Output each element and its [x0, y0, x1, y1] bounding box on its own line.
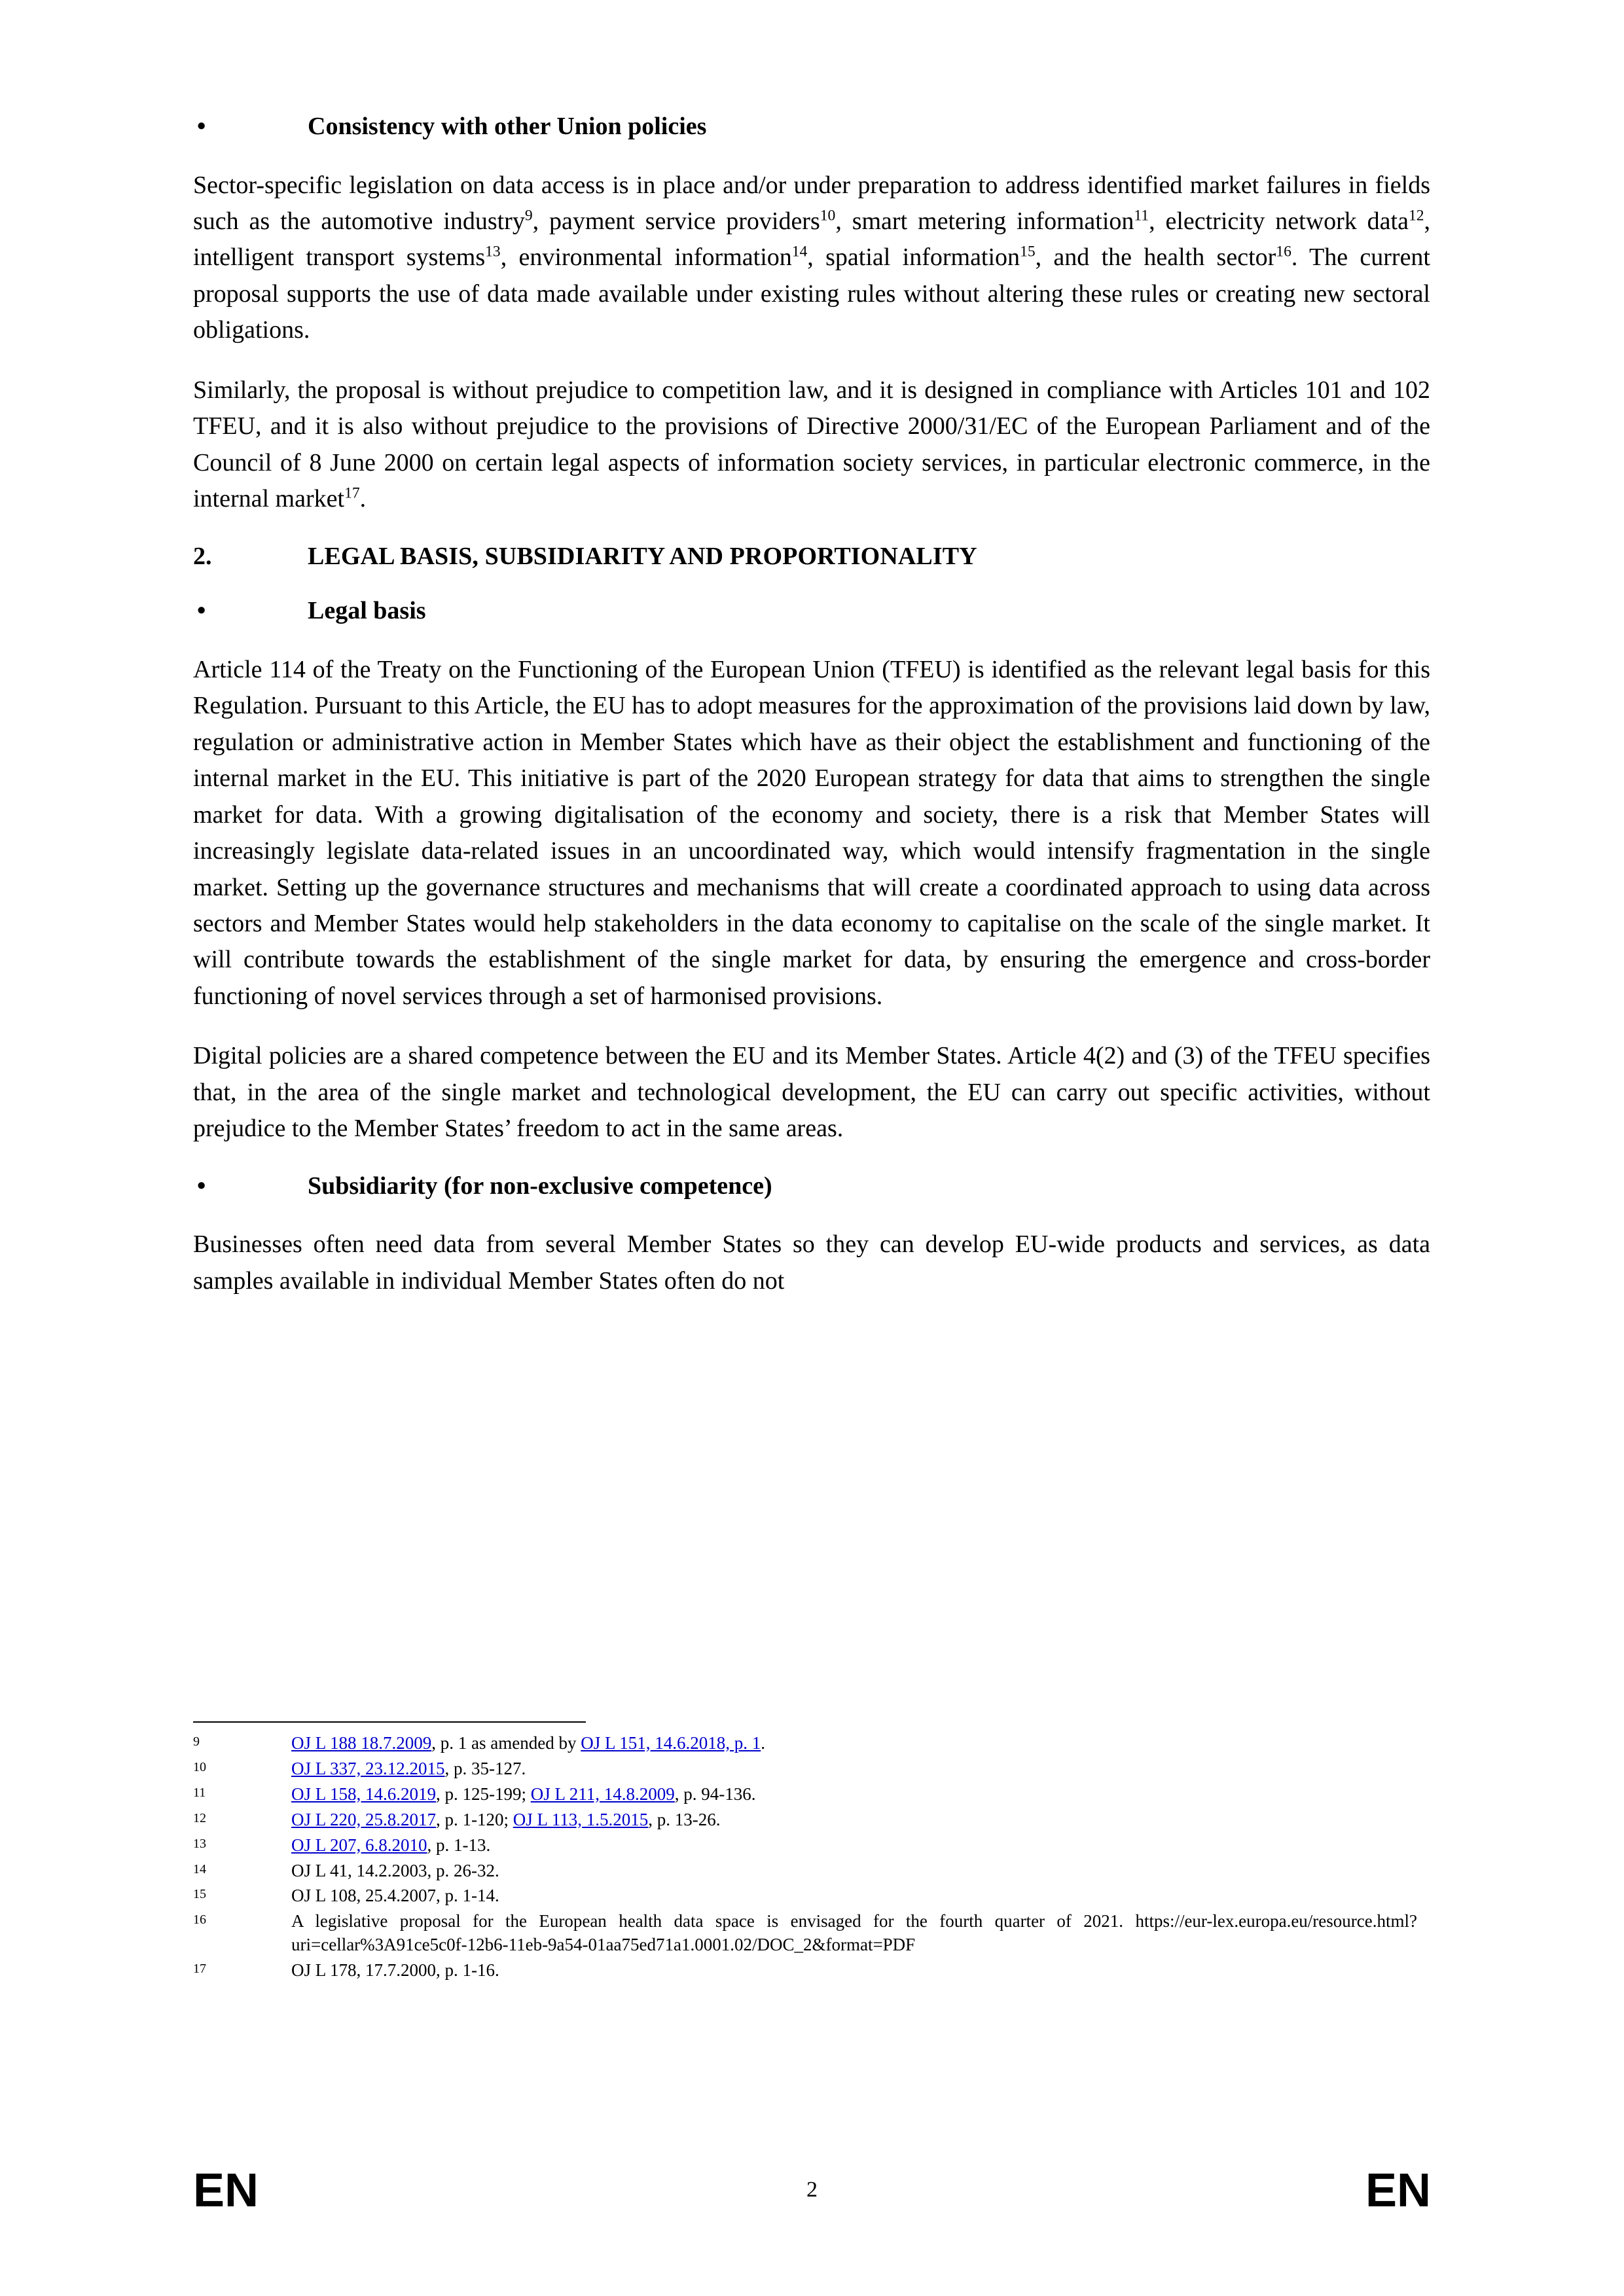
footnote-9-link-2[interactable]: OJ L 151, 14.6.2018, p. 1 — [581, 1733, 761, 1753]
footnote-12-mid: , p. 1-120; — [436, 1809, 513, 1829]
heading-legal-basis-label: Legal basis — [308, 597, 426, 625]
paragraph-sector-specific-part4: , electricity network data — [1149, 207, 1409, 235]
footnote-9 — [193, 1732, 1430, 1755]
footnote-marker-12[interactable]: 12 — [1408, 207, 1424, 224]
bullet-glyph-icon: • — [197, 113, 206, 140]
footnote-11-link-1[interactable]: OJ L 158, 14.6.2019 — [291, 1784, 436, 1804]
footnote-10-number: 10 — [193, 1759, 206, 1774]
footnote-marker-15[interactable]: 15 — [1020, 243, 1036, 260]
paragraph-businesses-need-data: Businesses often need data from several Member States so they can develop EU-wide products and services, as data samples available in individual Member States often do not — [193, 1230, 1430, 1295]
footnote-marker-13[interactable]: 13 — [485, 243, 501, 260]
footnote-13-link-1[interactable]: OJ L 207, 6.8.2010 — [291, 1835, 427, 1855]
footnote-10-text — [291, 1757, 1430, 1781]
footnote-marker-16[interactable]: 16 — [1276, 243, 1291, 260]
footnote-13 — [193, 1834, 1430, 1857]
bullet-glyph-icon: • — [197, 1172, 206, 1200]
section-title: LEGAL BASIS, SUBSIDIARITY AND PROPORTIONALITY — [308, 542, 977, 570]
footnote-14-text: OJ L 41, 14.2.2003, p. 26-32. — [291, 1860, 499, 1880]
bullet-glyph-icon: • — [197, 597, 206, 625]
page-content — [193, 111, 1430, 1299]
footnote-13-number: 13 — [193, 1836, 206, 1851]
footnote-14-number: 14 — [193, 1861, 206, 1876]
footnote-11-mid: , p. 125-199; — [436, 1784, 531, 1804]
paragraph-shared-competence: Digital policies are a shared competence between the EU and its Member States. Article 4(2) and (3) of the TFEU specifies that, in the area of the single market and technological development, the EU can carry out specific activities, without prejudice to the Member States’ freedom to act in the same areas. — [193, 1042, 1430, 1143]
footnote-10-link-1[interactable]: OJ L 337, 23.12.2015 — [291, 1758, 445, 1778]
footnote-9-tail: . — [761, 1733, 765, 1753]
footnote-12-tail: , p. 13-26. — [648, 1809, 721, 1829]
footnote-12 — [193, 1808, 1430, 1832]
page-number: 2 — [806, 2178, 818, 2202]
footnote-9-link-1[interactable]: OJ L 188 18.7.2009 — [291, 1733, 432, 1753]
footnote-15-text: OJ L 108, 25.4.2007, p. 1-14. — [291, 1886, 499, 1906]
footnote-marker-11[interactable]: 11 — [1134, 207, 1149, 224]
footnote-10 — [193, 1757, 1430, 1781]
footnote-9-text — [291, 1732, 1430, 1755]
footnote-13-text — [291, 1834, 1430, 1857]
footnote-11-link-2[interactable]: OJ L 211, 14.8.2009 — [530, 1784, 675, 1804]
footnote-marker-9[interactable]: 9 — [524, 207, 533, 224]
heading-subsidiarity — [193, 1171, 1430, 1202]
footnote-12-link-1[interactable]: OJ L 220, 25.8.2017 — [291, 1809, 436, 1829]
footnote-15 — [193, 1884, 1430, 1908]
paragraph-sector-specific-part7: , spatial information — [807, 243, 1020, 272]
footnote-13-mid: , p. 1-13. — [427, 1835, 491, 1855]
footnote-12-text — [291, 1808, 1430, 1832]
footnote-16-number: 16 — [193, 1912, 206, 1928]
language-mark-left: EN — [193, 2164, 259, 2217]
paragraph-article-114: Article 114 of the Treaty on the Functioning of the European Union (TFEU) is identified as the relevant legal basis for this Regulation. Pursuant to this Article, the EU has to adopt measures for the approximation of the provisions laid down by law, regulation or administrative action in Member States which have as their object the establishment and functioning of the internal market in the EU. This initiative is part of the 2020 European strategy for data that aims to strengthen the single market for data. With a growing digitalisation of the economy and society, there is a risk that Member States will increasingly legislate data-related issues in an uncoordinated way, which would intensify fragmentation in the single market. Setting up the governance structures and mechanisms that will create a coordinated approach to using data across sectors and Member States would help stakeholders in the data economy to capitalise on the scale of the single market. It will contribute towards the establishment of the single market for data, by ensuring the emergence and cross-border functioning of novel services through a set of harmonised provisions. — [193, 655, 1430, 1010]
footnote-17-number: 17 — [193, 1962, 206, 1977]
paragraph-sector-specific-part9: . The current proposal supports the use of data made available under existing rules without altering these rules or creating new sectoral obligations. — [193, 243, 1430, 344]
heading-legal-basis — [193, 596, 1430, 627]
footnote-17 — [193, 1959, 1430, 1982]
footnote-14 — [193, 1859, 1430, 1883]
footnote-12-link-2[interactable]: OJ L 113, 1.5.2015 — [513, 1809, 649, 1829]
footnote-marker-10[interactable]: 10 — [820, 207, 836, 224]
footnote-marker-14[interactable]: 14 — [791, 243, 808, 260]
paragraph-sector-specific — [193, 168, 1430, 349]
paragraph-sector-specific-part3: , smart metering information — [835, 207, 1134, 235]
paragraph-sector-specific-part6: , environmental information — [500, 243, 792, 272]
paragraph-sector-specific-part8: , and the health sector — [1035, 243, 1276, 272]
footnote-area — [193, 1721, 1430, 1984]
paragraph-competition-law — [193, 372, 1430, 518]
footnote-12-number: 12 — [193, 1810, 206, 1825]
paragraph-sector-specific-part2: , payment service providers — [532, 207, 820, 235]
section-number: 2. — [193, 542, 212, 570]
footnote-11-tail: , p. 94-136. — [674, 1784, 756, 1804]
footnote-11-text — [291, 1783, 1430, 1806]
footnote-marker-17[interactable]: 17 — [344, 484, 360, 502]
footnote-11 — [193, 1783, 1430, 1806]
paragraph-sector-specific-part5: , intelligent transport systems — [193, 207, 1431, 272]
heading-consistency-label: Consistency with other Union policies — [308, 113, 707, 140]
footnote-16-text: A legislative proposal for the European health data space is envisaged for the fourth quarter of 2021. https://eur-lex.europa.eu/resource.html?uri=cellar%3A91ce5c0f-12b6-11eb-9a54-01aa75ed71a1.0001.02/DOC_2&format=PDF — [291, 1911, 1417, 1955]
heading-subsidiarity-label: Subsidiarity (for non-exclusive competence) — [308, 1172, 772, 1200]
paragraph-competition-law-part1: Similarly, the proposal is without prejudice to competition law, and it is designed in compliance with Articles 101 and 102 TFEU, and it is also without prejudice to the provisions of Directive 2000/31/EC of the European Parliament and of the Council of 8 June 2000 on certain legal aspects of information society services, in particular electronic commerce, in the internal market — [193, 376, 1430, 513]
language-mark-right: EN — [1365, 2164, 1431, 2217]
footnote-17-text: OJ L 178, 17.7.2000, p. 1-16. — [291, 1960, 499, 1981]
footnote-16 — [193, 1910, 1430, 1957]
footnote-separator — [193, 1721, 586, 1723]
heading-legal-basis-section — [193, 541, 1430, 573]
footnote-15-number: 15 — [193, 1887, 206, 1902]
paragraph-competition-law-part2: . — [359, 485, 367, 513]
footnote-10-mid: , p. 35-127. — [444, 1758, 526, 1778]
footnote-9-number: 9 — [193, 1734, 200, 1749]
paragraph-sector-specific-part1: Sector-specific legislation on data access is in place and/or under preparation to address identified market failures in fields such as the automotive industry — [193, 171, 1430, 235]
footnote-11-number: 11 — [193, 1785, 206, 1800]
footnote-9-mid: , p. 1 as amended by — [431, 1733, 581, 1753]
heading-consistency — [193, 111, 1430, 143]
